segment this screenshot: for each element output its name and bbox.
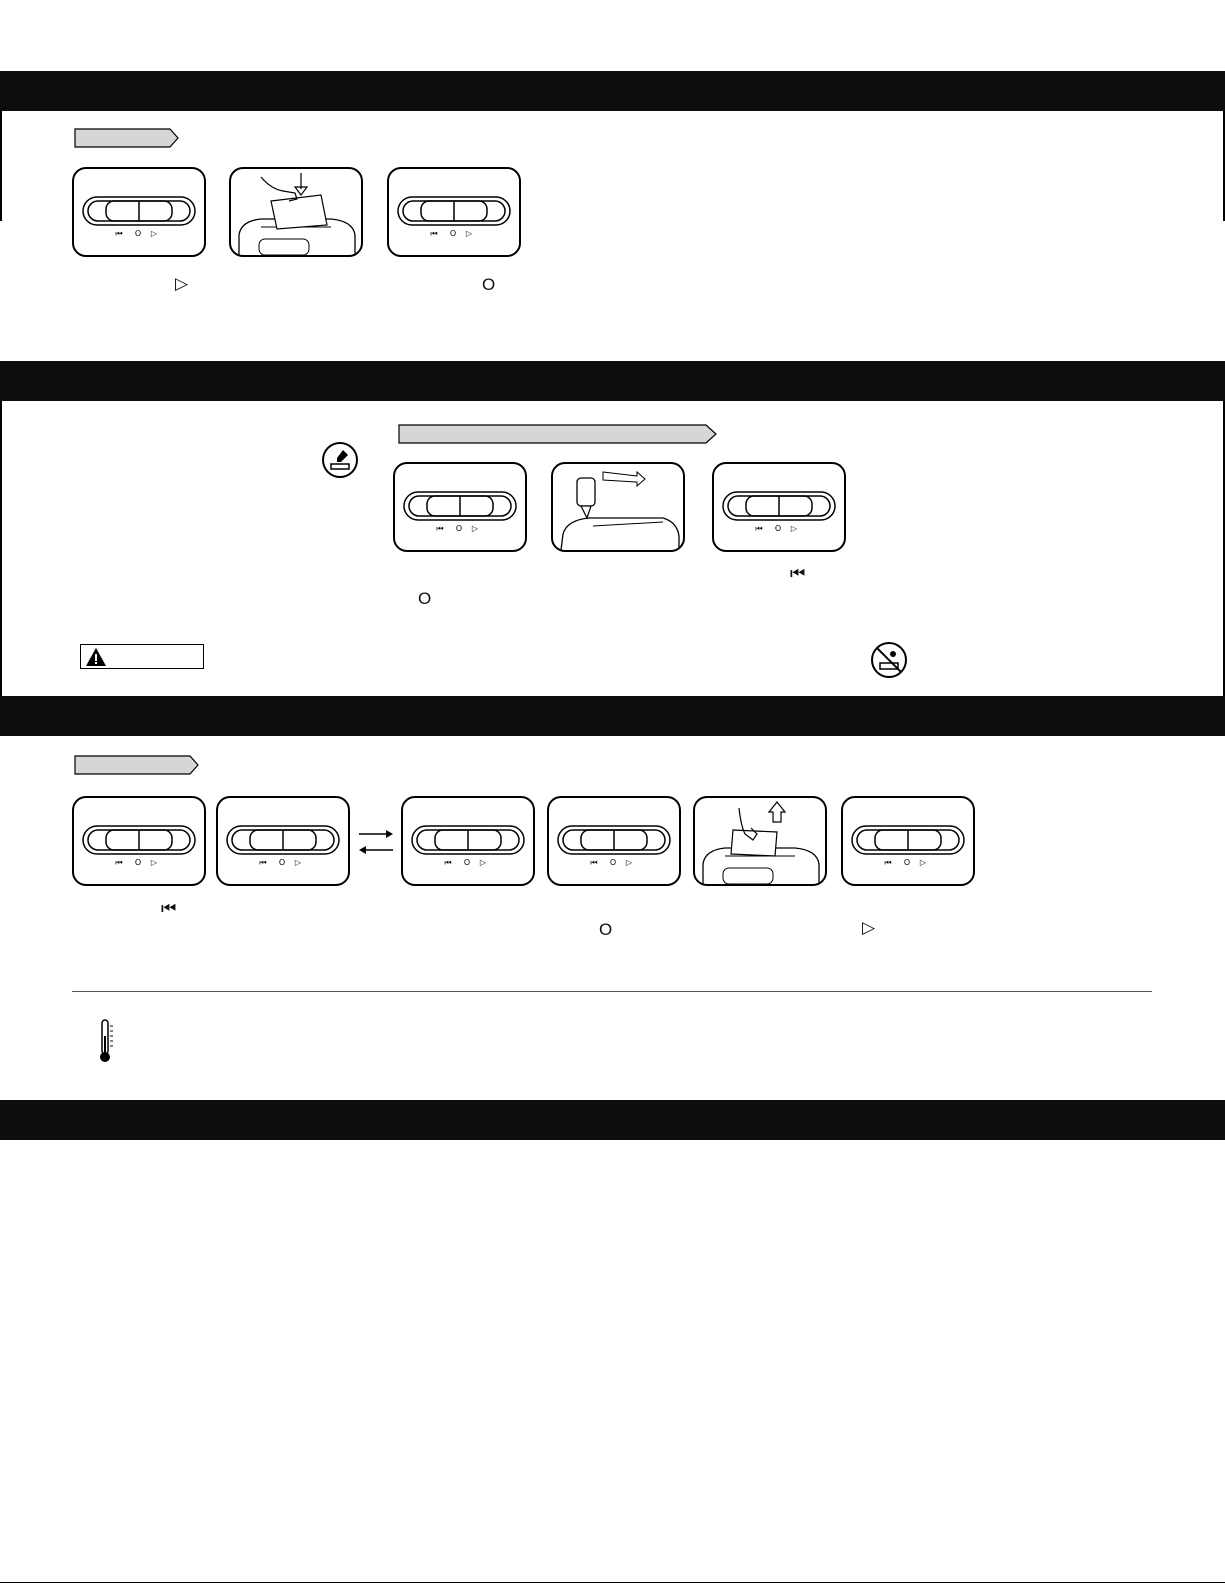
oil-bottle-illustration <box>551 462 685 552</box>
switch-panel <box>387 167 521 257</box>
slide-switch-graphic <box>218 798 348 884</box>
switch-position-label: ⏮ <box>884 858 892 867</box>
step-tag-troubleshooting <box>74 755 200 775</box>
caution-box <box>80 644 204 669</box>
section-bar-blank <box>0 1100 1225 1140</box>
switch-position-label: ⏮ <box>115 229 123 238</box>
switch-position-label: O <box>455 524 463 533</box>
switch-position-label: O <box>134 858 142 867</box>
switch-position-label: O <box>903 858 911 867</box>
section-bar-operation <box>0 71 1225 111</box>
slide-switch-graphic <box>74 169 204 255</box>
switch-position-label: ⏮ <box>436 524 444 533</box>
switch-panel <box>401 796 535 886</box>
switch-panel <box>547 796 681 886</box>
oil-icon <box>321 441 359 479</box>
switch-position-label: O <box>463 858 471 867</box>
switch-position-label: O <box>278 858 286 867</box>
step-tag-maintenance <box>398 424 718 444</box>
switch-position-label: ⏮ <box>444 858 452 867</box>
slide-switch-graphic <box>843 798 973 884</box>
switch-panel <box>72 796 206 886</box>
switch-position-label: ▷ <box>465 229 473 238</box>
paper-removal-illustration <box>693 796 827 886</box>
switch-position-label: ▷ <box>919 858 927 867</box>
forward-reverse-arrows <box>357 826 395 858</box>
switch-position-label: O <box>134 229 142 238</box>
switch-position-label: ⏮ <box>590 858 598 867</box>
switch-position-label: O <box>774 524 782 533</box>
switch-panel <box>841 796 975 886</box>
switch-position-label: O <box>449 229 457 238</box>
auto-on-symbol: ▷ <box>175 274 189 294</box>
switch-panel <box>712 462 846 552</box>
slide-switch-graphic <box>389 169 519 255</box>
shredder-feed-illustration <box>229 167 363 257</box>
switch-position-label: ⏮ <box>259 858 267 867</box>
slide-switch-graphic <box>403 798 533 884</box>
reverse-symbol: ⏮ <box>790 564 806 584</box>
auto-on-symbol: ▷ <box>862 918 876 938</box>
switch-position-label: ⏮ <box>430 229 438 238</box>
slide-switch-graphic <box>714 464 844 550</box>
thermometer-icon <box>96 1018 120 1064</box>
switch-position-label: ⏮ <box>755 524 763 533</box>
switch-position-label: ▷ <box>150 229 158 238</box>
caution-triangle-icon <box>85 647 107 667</box>
slide-switch-graphic <box>395 464 525 550</box>
switch-position-label: O <box>609 858 617 867</box>
switch-position-label: ▷ <box>294 858 302 867</box>
off-symbol: O <box>482 275 496 294</box>
switch-position-label: ▷ <box>150 858 158 867</box>
slide-switch-graphic <box>549 798 679 884</box>
divider-line <box>72 991 1152 992</box>
section-bar-maintenance <box>0 361 1225 401</box>
switch-position-label: ▷ <box>790 524 798 533</box>
switch-panel <box>72 167 206 257</box>
switch-position-label: ▷ <box>625 858 633 867</box>
left-edge-line <box>0 111 2 221</box>
switch-position-label: ▷ <box>471 524 479 533</box>
switch-position-label: ⏮ <box>115 858 123 867</box>
section-bar-troubleshooting <box>0 696 1225 736</box>
off-symbol: O <box>599 920 613 939</box>
page-bottom-line <box>0 1582 1225 1583</box>
left-edge-line-2 <box>0 401 2 696</box>
off-symbol: O <box>418 589 432 608</box>
reverse-symbol: ⏮ <box>161 899 177 919</box>
switch-position-label: ▷ <box>479 858 487 867</box>
slide-switch-graphic <box>74 798 204 884</box>
step-tag-operation <box>74 128 180 148</box>
switch-panel <box>216 796 350 886</box>
switch-panel <box>393 462 527 552</box>
no-aerosol-icon <box>870 641 908 679</box>
